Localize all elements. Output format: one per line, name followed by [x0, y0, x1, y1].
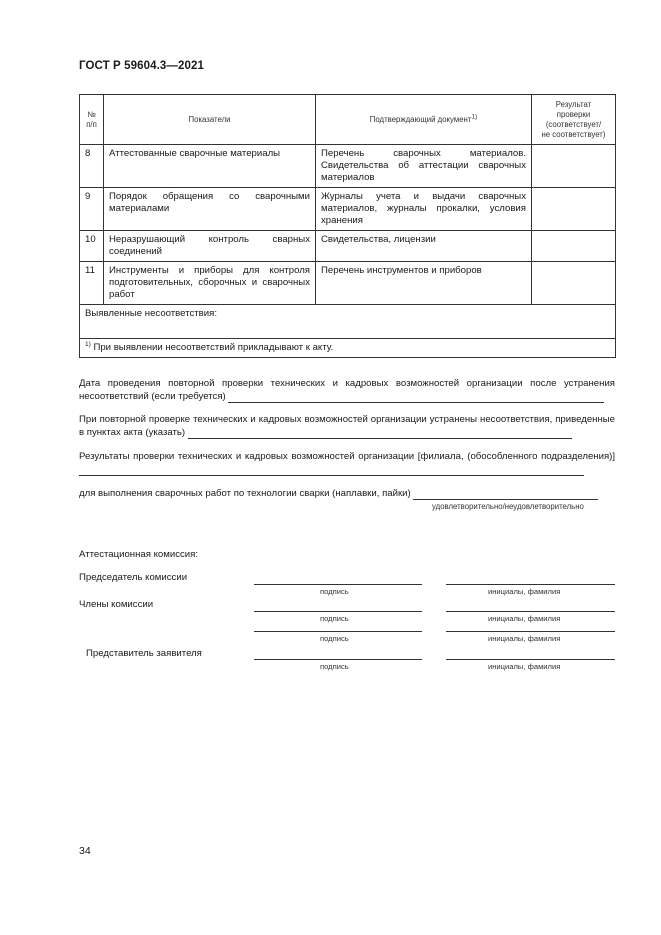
found-issues-cell — [80, 305, 616, 339]
col-num-line1: № — [87, 109, 96, 119]
row-indicator: Неразрушающий контроль сварных соединений — [104, 231, 316, 262]
row-result — [532, 188, 616, 231]
col-result-line1: Результат — [555, 99, 592, 109]
member1-signature-caption: подпись — [320, 614, 349, 623]
repeat-check-date-paragraph — [79, 377, 615, 403]
footnote-cell — [80, 339, 616, 358]
table-row — [80, 145, 616, 188]
row-result — [532, 231, 616, 262]
col-header-num — [80, 95, 104, 145]
member2-signature-caption: подпись — [320, 634, 349, 643]
found-issues-label: Выявленные несоответствия: — [85, 308, 217, 319]
applicant-signature-line[interactable] — [254, 659, 422, 660]
col-header-indicator — [104, 95, 316, 145]
found-issues-row — [80, 305, 616, 339]
footnote-ref: 1) — [471, 112, 478, 120]
document-code: ГОСТ Р 59604.3—2021 — [79, 60, 204, 72]
member1-name-caption: инициалы, фамилия — [488, 614, 561, 623]
applicant-name-caption: инициалы, фамилия — [488, 662, 561, 671]
footnote-mark: 1) — [85, 340, 91, 348]
member1-name-line[interactable] — [446, 611, 615, 612]
welding-works-caption: удовлетворительно/неудовлетворительно — [432, 502, 584, 511]
check-results-text: Результаты проверки технических и кадровых возможностей организации [филиала, (обособленного подразделения)] — [79, 451, 615, 462]
col-result-line3: (соответствует/ — [545, 119, 602, 129]
table-header-row — [80, 95, 616, 145]
row-document: Свидетельства, лицензии — [316, 231, 532, 262]
col-document-label: Подтверждающий документ — [369, 114, 472, 124]
row-num: 10 — [80, 231, 104, 262]
welding-works-text: для выполнения сварочных работ по технологии сварки (наплавки, пайки) — [79, 488, 411, 499]
footnote-row — [80, 339, 616, 358]
applicant-label: Представитель заявителя — [86, 648, 202, 659]
col-result-line4: не соответствует) — [541, 129, 606, 139]
col-result-line2: проверки — [556, 109, 591, 119]
corrected-issues-field[interactable] — [188, 438, 572, 439]
chairman-name-caption: инициалы, фамилия — [488, 587, 561, 596]
applicant-signature-caption: подпись — [320, 662, 349, 671]
check-results-paragraph — [79, 450, 615, 476]
member2-name-line[interactable] — [446, 631, 615, 632]
row-document: Перечень сварочных материалов. Свидетельства об аттестации сварочных материалов — [316, 145, 532, 188]
row-result — [532, 262, 616, 305]
col-indicator-label: Показатели — [188, 114, 231, 124]
page-number: 34 — [79, 845, 91, 857]
members-label: Члены комиссии — [79, 599, 154, 610]
inspection-table — [79, 94, 616, 358]
col-header-result — [532, 95, 616, 145]
table-row — [80, 231, 616, 262]
row-document: Перечень инструментов и приборов — [316, 262, 532, 305]
row-num: 11 — [80, 262, 104, 305]
row-result — [532, 145, 616, 188]
welding-works-paragraph — [79, 487, 615, 500]
col-header-document — [316, 95, 532, 145]
footnote-text: При выявлении несоответствий прикладывают к акту. — [93, 342, 334, 353]
applicant-name-line[interactable] — [446, 659, 615, 660]
corrected-issues-paragraph — [79, 413, 615, 439]
table-row — [80, 262, 616, 305]
chairman-signature-caption: подпись — [320, 587, 349, 596]
chairman-name-line[interactable] — [446, 584, 615, 585]
row-indicator: Порядок обращения со сварочными материалами — [104, 188, 316, 231]
commission-title: Аттестационная комиссия: — [79, 549, 199, 560]
chairman-signature-line[interactable] — [254, 584, 422, 585]
col-num-line2: п/п — [86, 119, 97, 129]
table-row — [80, 188, 616, 231]
check-results-field[interactable] — [79, 475, 584, 476]
chairman-label: Председатель комиссии — [79, 572, 188, 583]
row-document: Журналы учета и выдачи сварочных материалов, журналы прокалки, условия хранения — [316, 188, 532, 231]
member2-signature-line[interactable] — [254, 631, 422, 632]
member2-name-caption: инициалы, фамилия — [488, 634, 561, 643]
welding-works-field[interactable] — [413, 499, 598, 500]
corrected-issues-text: При повторной проверке технических и кадровых возможностей организации устранены несоответствия, приведенные в пунктах акта (указать) — [79, 414, 615, 438]
row-num: 8 — [80, 145, 104, 188]
row-num: 9 — [80, 188, 104, 231]
repeat-check-date-text: Дата проведения повторной проверки технических и кадровых возможностей организации после устранения несоответствий (если требуется) — [79, 378, 615, 402]
member1-signature-line[interactable] — [254, 611, 422, 612]
row-indicator: Аттестованные сварочные материалы — [104, 145, 316, 188]
row-indicator: Инструменты и приборы для контроля подготовительных, сборочных и сварочных работ — [104, 262, 316, 305]
repeat-check-date-field[interactable] — [228, 402, 604, 403]
